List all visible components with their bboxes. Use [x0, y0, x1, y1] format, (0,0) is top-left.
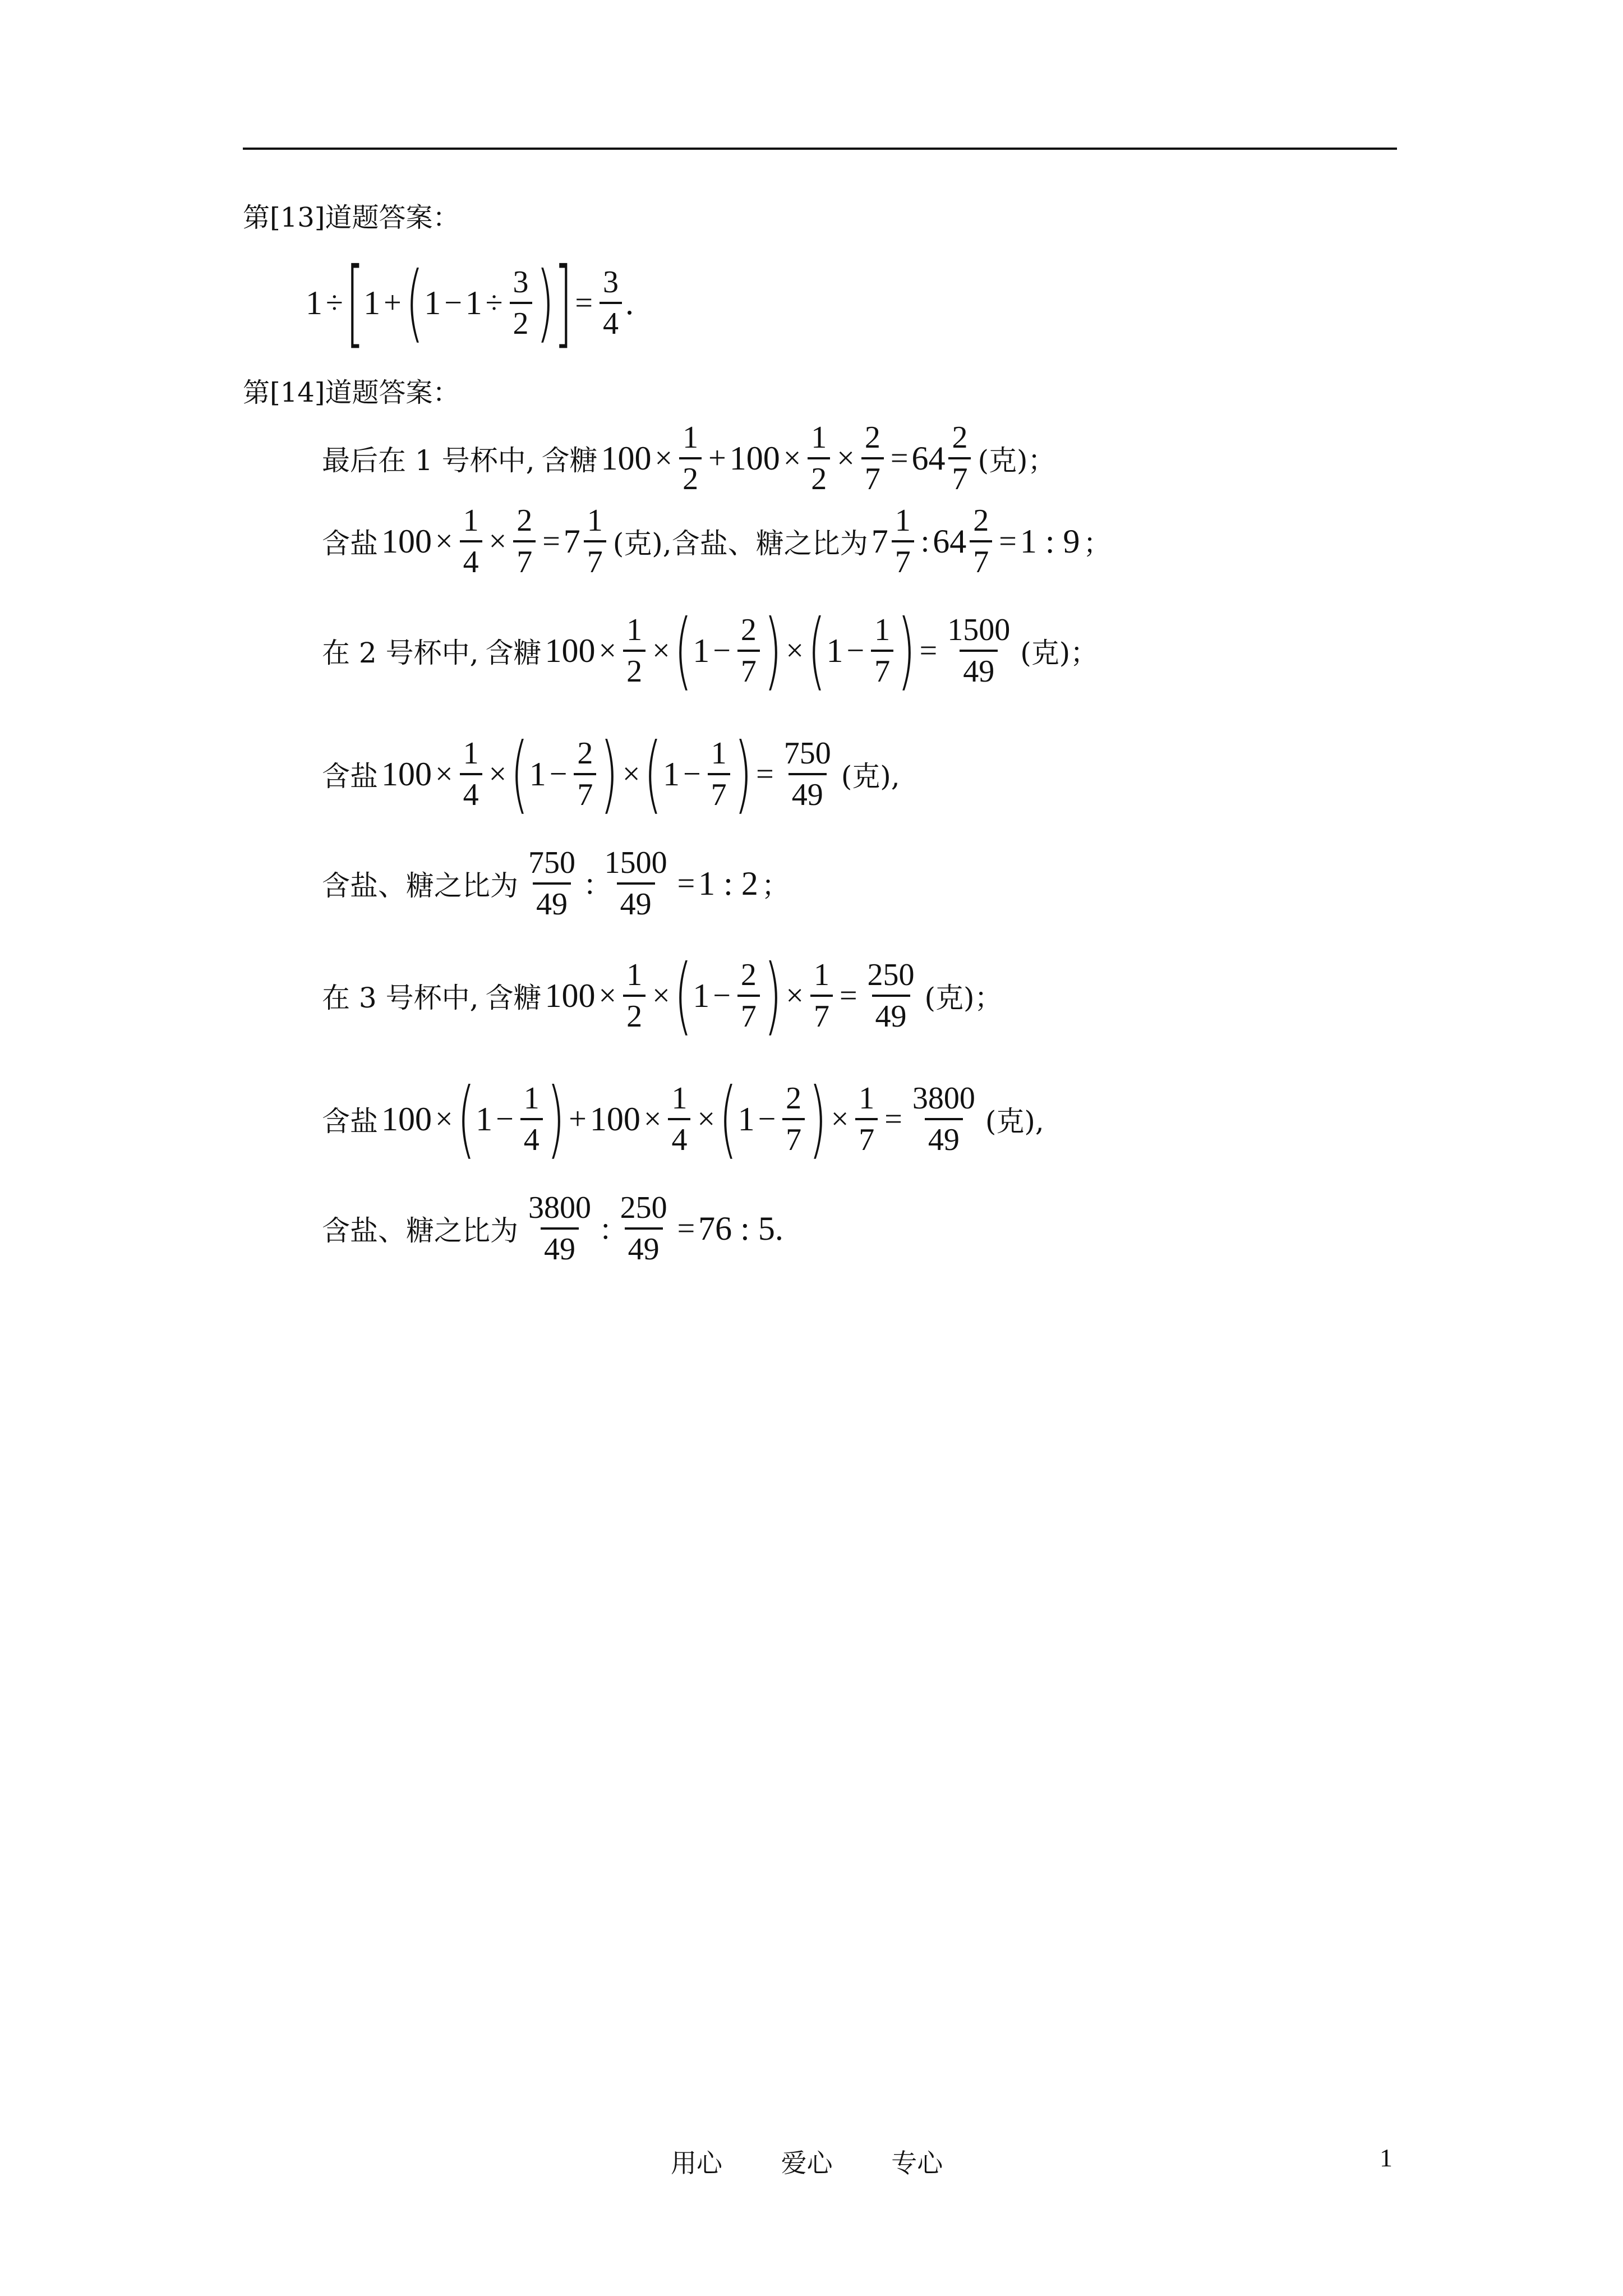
- number: 100: [601, 439, 652, 477]
- right-paren-icon: ): [897, 602, 916, 700]
- result-fraction: $\frac{250}{49}$: [864, 955, 918, 1036]
- whole-part: 7: [871, 522, 888, 560]
- equals: =: [677, 1211, 695, 1246]
- result-fraction: $\frac{1500}{49}$: [944, 610, 1013, 691]
- times: ×: [837, 441, 855, 476]
- left-paren-icon: (: [674, 602, 693, 700]
- line-end: .: [774, 1209, 783, 1247]
- fraction: $\frac{1}{7}$: [584, 501, 606, 582]
- result-fraction: $\frac{3800}{49}$: [909, 1079, 979, 1159]
- times: ×: [435, 1102, 453, 1137]
- q14-line-2: [319, 499, 1115, 583]
- equals: =: [884, 1102, 902, 1137]
- q13-eq: =: [575, 286, 593, 320]
- fraction: $\frac{1500}{49}$: [601, 843, 671, 924]
- footer-motto: [671, 2143, 993, 2180]
- fraction: $\frac{2}{7}$: [737, 955, 760, 1036]
- fraction: $\frac{2}{7}$: [970, 501, 992, 582]
- q13-one-c: 1: [465, 284, 482, 321]
- line-label: 含盐、糖之比为: [322, 1214, 518, 1247]
- q13-one-a: 1: [363, 284, 381, 321]
- left-paren-icon: (: [644, 725, 662, 823]
- left-paren-icon: (: [457, 1070, 475, 1168]
- times: ×: [783, 441, 801, 476]
- fraction: $\frac{1}{7}$: [855, 1079, 878, 1159]
- line-label: 含盐: [322, 527, 378, 560]
- minus: −: [713, 633, 731, 668]
- times: ×: [786, 633, 804, 668]
- minus: −: [549, 757, 568, 792]
- page-number: 1: [1380, 2143, 1393, 2172]
- whole-part: 7: [563, 522, 580, 560]
- minus: −: [713, 978, 731, 1013]
- line-label: 含糖: [541, 444, 598, 477]
- line-prefix: 最后在 1 号杯中,: [322, 444, 535, 477]
- q13-minus: −: [444, 286, 462, 320]
- number: 100: [545, 977, 596, 1014]
- colon: :: [585, 866, 594, 901]
- whole-part: 64: [911, 439, 946, 477]
- line-label: 含盐: [322, 760, 378, 793]
- right-paren-icon: ): [536, 254, 554, 352]
- number: 1: [476, 1100, 493, 1138]
- fraction: $\frac{1}{7}$: [892, 501, 914, 582]
- fraction: $\frac{2}{7}$: [737, 610, 760, 691]
- right-paren-icon: ): [763, 947, 782, 1045]
- unit: (克),: [985, 1105, 1044, 1138]
- line-label: 含糖: [485, 982, 542, 1014]
- times: ×: [786, 978, 804, 1013]
- fraction: $\frac{1}{4}$: [460, 501, 482, 582]
- fraction: $\frac{1}{7}$: [810, 955, 833, 1036]
- fraction: $\frac{2}{7}$: [782, 1079, 805, 1159]
- equals: =: [542, 524, 560, 559]
- colon: :: [920, 524, 930, 559]
- times: ×: [652, 978, 670, 1013]
- equals: =: [756, 757, 774, 792]
- times: ×: [435, 757, 453, 792]
- right-paren-icon: ): [809, 1070, 827, 1168]
- line-end: ；: [1083, 527, 1112, 560]
- line-label: 含盐、糖之比为: [322, 869, 518, 902]
- left-bracket-icon: [: [345, 247, 365, 358]
- minus: −: [758, 1102, 776, 1137]
- middle-text: (克),含盐、糖之比为: [612, 527, 868, 560]
- q13-div2: ÷: [485, 286, 503, 320]
- line-label: 含盐: [322, 1105, 378, 1138]
- fraction: $\frac{2}{7}$: [948, 418, 971, 499]
- unit: (克)；: [978, 444, 1056, 477]
- fraction: $\frac{1}{2}$: [679, 418, 702, 499]
- times: ×: [652, 633, 670, 668]
- number: 100: [545, 632, 596, 669]
- times: ×: [598, 633, 617, 668]
- plus: +: [569, 1102, 587, 1137]
- number: 1: [737, 1100, 755, 1138]
- number: 100: [589, 1100, 640, 1138]
- fraction: $\frac{2}{7}$: [574, 734, 596, 815]
- q13-plus: +: [384, 286, 402, 320]
- footer-word-1: 用心: [671, 2148, 722, 2178]
- ratio: 1 : 2: [698, 864, 758, 902]
- fraction: $\frac{1}{4}$: [668, 1079, 690, 1159]
- equals: =: [890, 441, 909, 476]
- number: 100: [729, 439, 780, 477]
- left-paren-icon: (: [510, 725, 529, 823]
- q14-line-3: [319, 603, 1101, 698]
- fraction: $\frac{2}{7}$: [513, 501, 536, 582]
- line-end: ；: [761, 869, 790, 902]
- left-paren-icon: (: [719, 1070, 737, 1168]
- times: ×: [654, 441, 673, 476]
- times: ×: [697, 1102, 716, 1137]
- minus: −: [846, 633, 865, 668]
- fraction: $\frac{1}{4}$: [520, 1079, 543, 1159]
- number: 1: [693, 632, 710, 669]
- times: ×: [435, 524, 453, 559]
- plus: +: [708, 441, 726, 476]
- q14-line-4: [319, 726, 903, 822]
- number: 100: [381, 755, 432, 793]
- fraction: $\frac{250}{49}$: [617, 1188, 671, 1269]
- fraction: $\frac{2}{7}$: [861, 418, 884, 499]
- times: ×: [622, 757, 640, 792]
- times: ×: [643, 1102, 662, 1137]
- footer-word-3: 专心: [891, 2148, 943, 2178]
- right-paren-icon: ): [734, 725, 752, 823]
- ratio: 1 : 9: [1020, 522, 1080, 560]
- q13-fraction: $\frac{3}{2}$: [510, 263, 532, 343]
- whole-part: 64: [933, 522, 967, 560]
- left-paren-icon: (: [405, 254, 424, 352]
- q13-div: ÷: [326, 286, 343, 320]
- equals: =: [999, 524, 1017, 559]
- times: ×: [488, 524, 507, 559]
- unit: (克)；: [924, 982, 1003, 1014]
- minus: −: [496, 1102, 514, 1137]
- fraction: $\frac{1}{2}$: [623, 955, 645, 1036]
- times: ×: [488, 757, 507, 792]
- right-paren-icon: ): [600, 725, 619, 823]
- equals: =: [839, 978, 857, 1013]
- equals: =: [919, 633, 938, 668]
- colon: :: [601, 1211, 610, 1246]
- q13-n1: 1: [306, 284, 322, 321]
- header-rule: [243, 148, 1397, 150]
- q14-line-7: [319, 1071, 1048, 1167]
- fraction: $\frac{1}{2}$: [623, 610, 645, 691]
- number: 1: [529, 755, 546, 793]
- times: ×: [598, 978, 617, 1013]
- minus: −: [683, 757, 701, 792]
- line-prefix: 在 3 号杯中,: [322, 982, 479, 1014]
- footer-word-2: 爱心: [781, 2148, 833, 2178]
- q13-answer: $\frac{3}{4}$: [600, 263, 622, 343]
- right-bracket-icon: ]: [554, 247, 573, 358]
- fraction: $\frac{3800}{49}$: [525, 1188, 594, 1269]
- q13-formula: [306, 247, 634, 358]
- q13-heading: 第[13]道题答案：: [243, 202, 460, 233]
- fraction: $\frac{1}{7}$: [871, 610, 893, 691]
- unit: (克)；: [1020, 637, 1099, 669]
- left-paren-icon: (: [674, 947, 693, 1045]
- right-paren-icon: ): [546, 1070, 565, 1168]
- q14-heading: 第[14]道题答案：: [243, 377, 460, 408]
- ratio: 76 : 5: [698, 1209, 775, 1247]
- q14-line-6: [319, 948, 1006, 1043]
- right-paren-icon: ): [763, 602, 782, 700]
- times: ×: [831, 1102, 849, 1137]
- left-paren-icon: (: [808, 602, 826, 700]
- q14-line-1: [319, 416, 1059, 500]
- q14-line-8: [319, 1186, 783, 1271]
- q13-one-b: 1: [424, 284, 441, 321]
- unit: (克),: [841, 760, 900, 793]
- number: 1: [662, 755, 680, 793]
- result-fraction: $\frac{750}{49}$: [781, 734, 834, 815]
- line-label: 含糖: [485, 637, 542, 669]
- fraction: $\frac{1}{7}$: [708, 734, 730, 815]
- q13-end: .: [625, 284, 634, 321]
- number: 1: [693, 977, 710, 1014]
- line-prefix: 在 2 号杯中,: [322, 637, 479, 669]
- number: 1: [826, 632, 843, 669]
- fraction: $\frac{750}{49}$: [525, 843, 579, 924]
- fraction: $\frac{1}{4}$: [460, 734, 482, 815]
- equals: =: [677, 866, 695, 901]
- number: 100: [381, 522, 432, 560]
- fraction: $\frac{1}{2}$: [808, 418, 830, 499]
- q14-line-5: [319, 841, 793, 926]
- number: 100: [381, 1100, 432, 1138]
